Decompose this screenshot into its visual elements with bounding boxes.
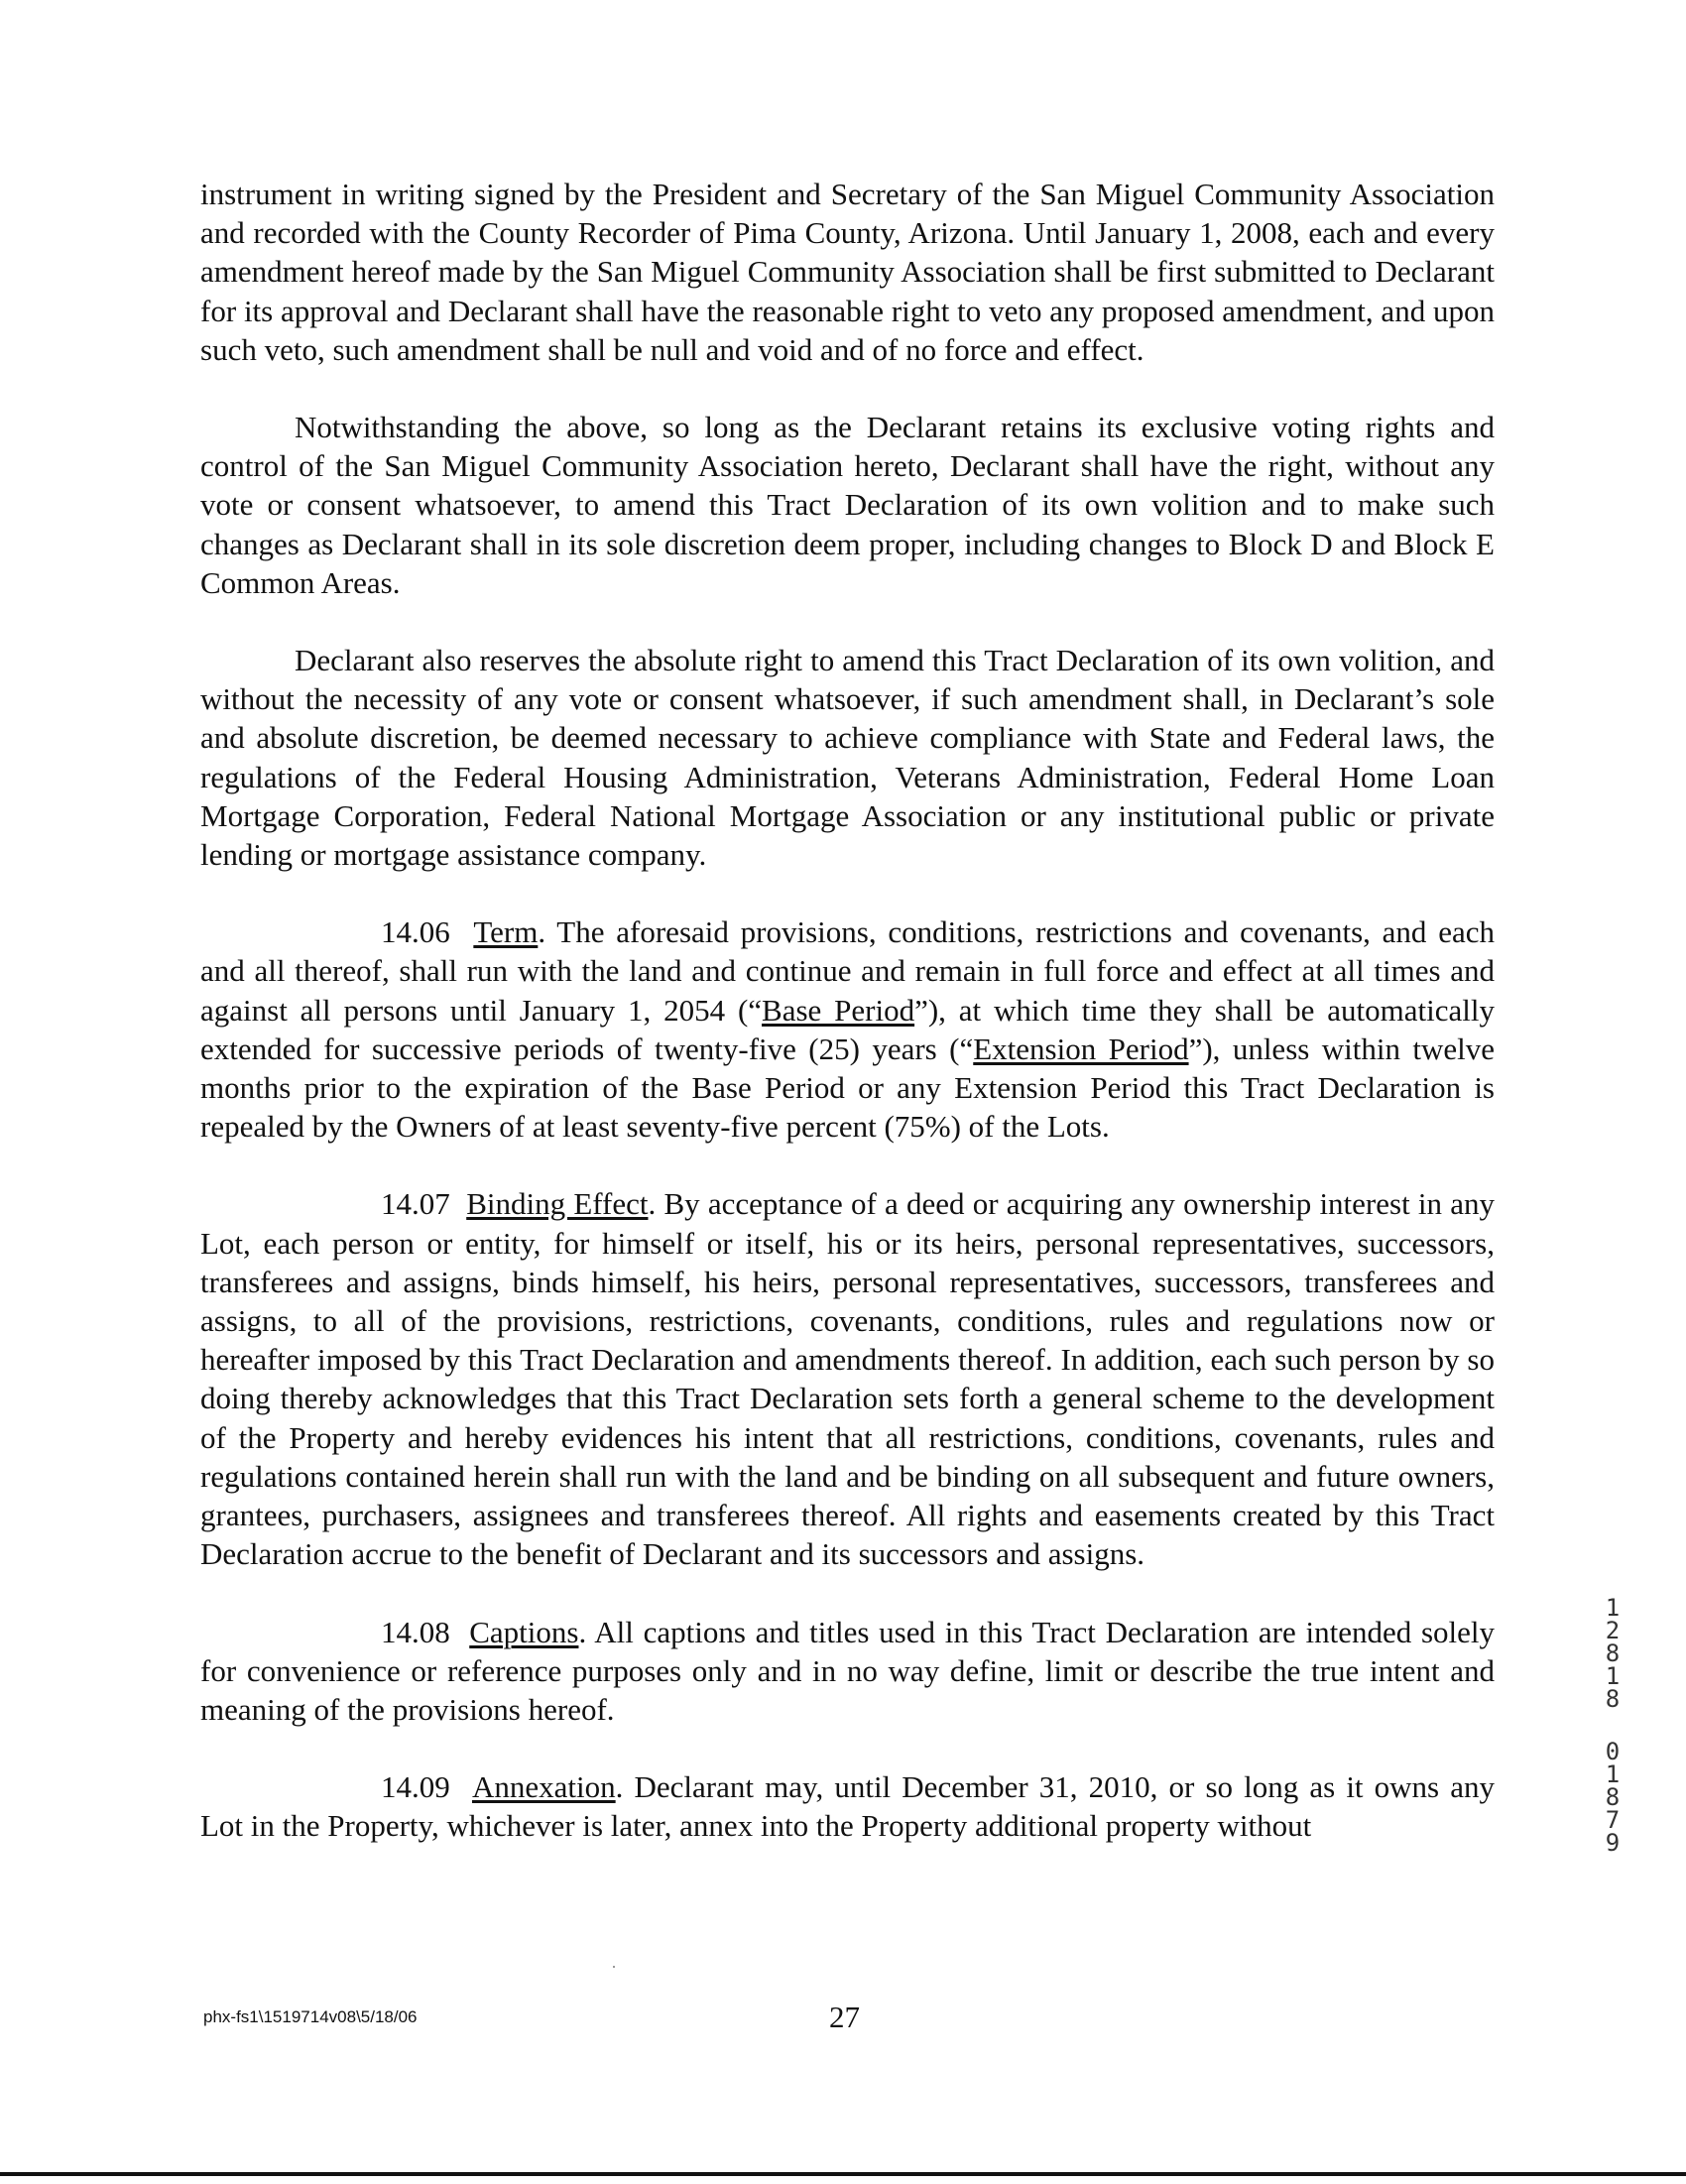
stamp-digit: 8	[1605, 1685, 1621, 1713]
section-text: ”), at which time they shall be automatically extended for successive periods of twenty-five (25) years (“	[200, 992, 1495, 1066]
scan-bottom-edge	[0, 2172, 1686, 2176]
paragraph-compliance-amendment: Declarant also reserves the absolute right to amend this Tract Declaration of its own volition, and without the necessity of any vote or consent whatsoever, if such amendment shall, in Declarant’s sole and absolute discretion, be deemed necessary to achieve compliance with State and Federal laws, the regulations of the Federal Housing Administration, Veterans Administration, Federal Home Loan Mortgage Corporation, Federal National Mortgage Association or any institutional public or private lending or mortgage assistance company.	[200, 643, 1495, 873]
section-heading: Term	[473, 914, 539, 950]
page-number: 27	[829, 2000, 860, 2034]
stamp-group-2	[1601, 1738, 1625, 1857]
section-heading: Binding Effect	[466, 1186, 649, 1222]
section-14-09-annexation	[200, 1767, 1495, 1845]
stamp-digit: 7	[1605, 1806, 1621, 1834]
section-text: . All captions and titles used in this Tract Declaration are intended solely for convenience or reference purposes only and in no way define, limit or describe the true intent and meaning of the provisions hereof.	[200, 1614, 1496, 1727]
section-number: 14.07	[381, 1186, 450, 1222]
section-text: . By acceptance of a deed or acquiring any ownership interest in any Lot, each person or entity, for himself or itself, his or its heirs, personal representatives, successors, transferees and assigns, binds himself, his heirs, personal representatives, successors, transferees and assigns, to all of the provisions, restrictions, covenants, conditions, rules and regulations now or hereafter imposed by this Tract Declaration and amendments thereof. In addition, each such person by so doing thereby acknowledges that this Tract Declaration sets forth a general scheme to the development of the Property and hereby evidences his intent that all restrictions, conditions, covenants, rules and regulations contained herein shall run with the land and be binding on all subsequent and future owners, grantees, purchasers, assignees and transferees thereof. All rights and easements created by this Tract Declaration accrue to the benefit of Declarant and its successors and assigns.	[200, 1186, 1496, 1572]
defined-term-extension-period: Extension Period	[973, 1031, 1189, 1066]
stamp-digit: 1	[1605, 1594, 1621, 1622]
stamp-digit: 8	[1605, 1639, 1621, 1667]
section-heading: Annexation	[472, 1769, 616, 1805]
section-text: . The aforesaid provisions, conditions, restrictions and covenants, and each and all thereof, shall run with the land and continue and remain in full force and effect at all times and against all persons until January 1, 2054 (“	[200, 914, 1496, 1028]
stamp-digit: 9	[1605, 1829, 1621, 1857]
section-number: 14.08	[381, 1614, 450, 1649]
section-14-06-term	[200, 912, 1495, 1146]
recording-stamp	[1601, 1594, 1625, 1884]
section-number: 14.09	[381, 1769, 450, 1805]
paragraph-amendment-procedure: instrument in writing signed by the President and Secretary of the San Miguel Community Association and recorded with the County Recorder of Pima County, Arizona. Until January 1, 2008, each and every amendment hereof made by the San Miguel Community Association shall be first submitted to Declarant for its approval and Declarant shall have the reasonable right to veto any proposed amendment, and upon such veto, such amendment shall be null and void and of no force and effect.	[200, 177, 1495, 367]
stamp-digit: 8	[1605, 1783, 1621, 1811]
stamp-group-1	[1601, 1594, 1625, 1713]
stamp-digit: 2	[1605, 1617, 1621, 1644]
stamp-digit: 1	[1605, 1760, 1621, 1788]
section-14-08-captions	[200, 1613, 1495, 1730]
scan-speck	[613, 1966, 615, 1968]
stamp-digit: 1	[1605, 1662, 1621, 1690]
stamp-digit: 0	[1605, 1738, 1621, 1765]
document-body	[200, 175, 1495, 1884]
defined-term-base-period: Base Period	[762, 992, 915, 1028]
section-number: 14.06	[381, 914, 450, 950]
paragraph-declarant-amendment-rights: Notwithstanding the above, so long as the Declarant retains its exclusive voting rights and control of the San Miguel Community Association hereto, Declarant shall have the right, without any vote or consent whatsoever, to amend this Tract Declaration of its own volition and to make such changes as Declarant shall in its sole discretion deem proper, including changes to Block D and Block E Common Areas.	[200, 410, 1495, 600]
section-heading: Captions	[469, 1614, 579, 1649]
section-14-07-binding-effect	[200, 1184, 1495, 1573]
section-text: ”), unless within twelve months prior to the expiration of the Base Period or any Extension Period this Tract Declaration is repealed by the Owners of at least seventy-five percent (75%) of the Lots.	[200, 1031, 1495, 1145]
footer-document-id: phx-fs1\1519714v08\5/18/06	[203, 2007, 418, 2026]
section-text: . Declarant may, until December 31, 2010, or so long as it owns any Lot in the Property, whichever is later, annex into the Property additional property without	[200, 1769, 1496, 1844]
